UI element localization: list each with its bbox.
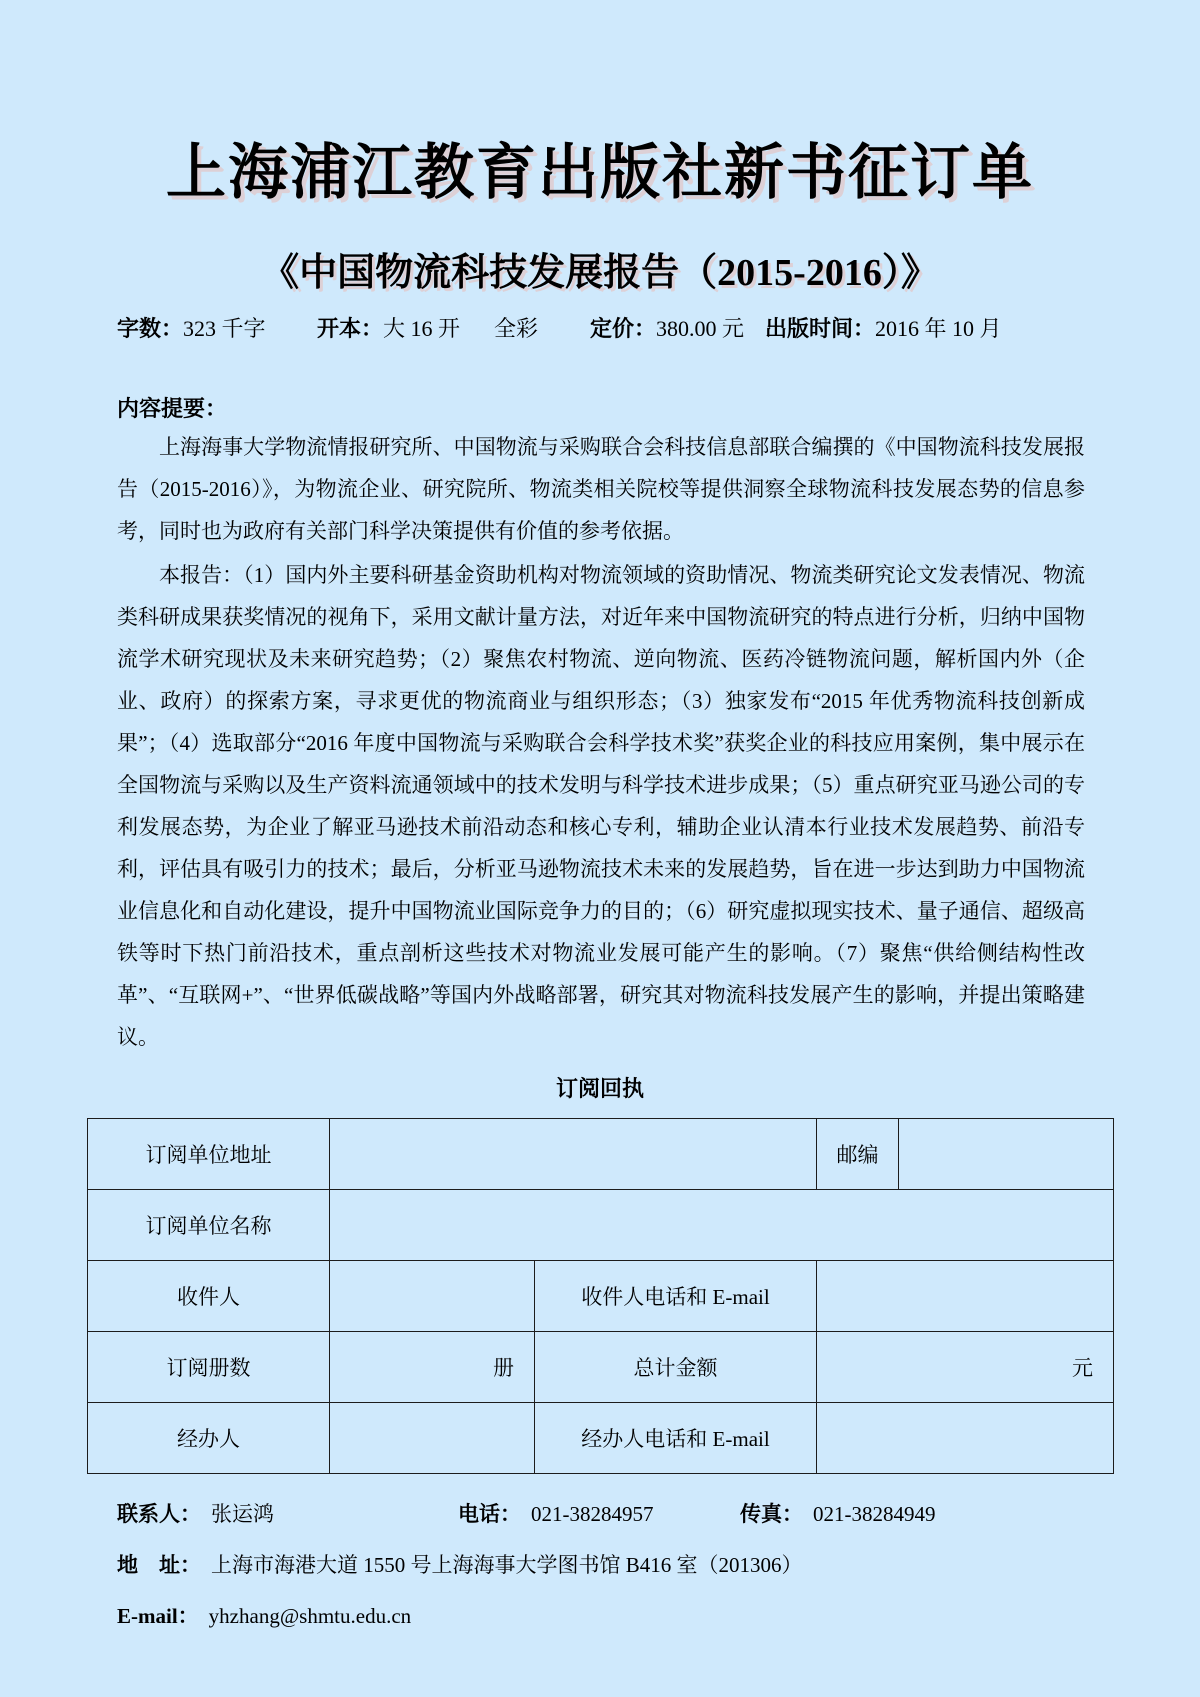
subscription-receipt-table [87, 1118, 1114, 1474]
contact-fax-label: 传真： [740, 1502, 803, 1526]
handler-input-cell[interactable] [330, 1402, 535, 1473]
table-row-handler [88, 1402, 1114, 1473]
contact-line-1 [117, 1500, 1085, 1529]
summary-heading: 内容提要： [117, 395, 228, 421]
book-subtitle: 《中国物流科技发展报告（2015-2016）》 [261, 252, 939, 294]
meta-wordcount [117, 314, 317, 344]
handler-label-cell: 经办人 [88, 1402, 330, 1473]
address-input-cell[interactable] [330, 1118, 817, 1189]
meta-pubdate [765, 314, 1002, 344]
handler-contact-input-cell[interactable] [817, 1402, 1114, 1473]
contact-block [117, 1500, 1085, 1630]
contact-fax-value: 021-38284949 [813, 1501, 936, 1526]
receipt-heading: 订阅回执 [555, 1075, 644, 1101]
contact-email-value: yhzhang@shmtu.edu.cn [208, 1603, 412, 1628]
handler-contact-label-cell: 经办人电话和 E-mail [535, 1402, 817, 1473]
page-title: 上海浦江教育出版社新书征订单 [166, 139, 1034, 206]
format-label: 开本： [317, 315, 384, 341]
table-row-org-name [88, 1189, 1114, 1260]
wordcount-value: 323 千字 [183, 315, 266, 341]
copies-input-cell[interactable]: 册 [330, 1331, 535, 1402]
pubdate-value: 2016 年 10 月 [875, 315, 1002, 341]
table-row-copies-total [88, 1331, 1114, 1402]
postcode-label-cell: 邮编 [817, 1118, 899, 1189]
org-name-input-cell[interactable] [330, 1189, 1114, 1260]
color-note: 全彩 [494, 315, 539, 341]
contact-person-label: 联系人： [117, 1502, 201, 1526]
summary-paragraph-2: 本报告：（1）国内外主要科研基金资助机构对物流领域的资助情况、物流类研究论文发表情况、物流类科研成果获奖情况的视角下，采用文献计量方法，对近年来中国物流研究的特点进行分析，归纳中国物流学术研究现状及未来研究趋势；（2）聚焦农村物流、逆向物流、医药冷链物流问题，解析国内外（企业、政府）的探索方案，寻求更优的物流商业与组织形态；（3）独家发布“2015 年优秀物流科技创新成果”；（4）选取部分“2016 年度中国物流与采购联合会科学技术奖”获奖企业的科技应用案例，集中展示在全国物流与采购以及生产资料流通领域中的技术发明与科学技术进步成果；（5）重点研究亚马逊公司的专利发展态势，为企业了解亚马逊技术前沿动态和核心专利，辅助企业认清本行业技术发展趋势、前沿专利，评估具有吸引力的技术；最后，分析亚马逊物流技术未来的发展趋势，旨在进一步达到助力中国物流业信息化和自动化建设，提升中国物流业国际竞争力的目的；（6）研究虚拟现实技术、量子通信、超级高铁等时下热门前沿技术，重点剖析这些技术对物流业发展可能产生的影响。（7）聚焦“供给侧结构性改革”、“互联网+”、“世界低碳战略”等国内外战略部署，研究其对物流科技发展产生的影响，并提出策略建议。 [117, 562, 1085, 1049]
summary-paragraph-1: 上海海事大学物流情报研究所、中国物流与采购联合会科技信息部联合编撰的《中国物流科技发展报告（2015-2016）》，为物流企业、研究院所、物流类相关院校等提供洞察全球物流科技发展态势的信息参考，同时也为政府有关部门科学决策提供有价值的参考依据。 [117, 434, 1085, 543]
contact-line-2 [117, 1551, 1085, 1580]
price-label: 定价： [590, 315, 657, 341]
table-row-address [88, 1118, 1114, 1189]
pubdate-label: 出版时间： [765, 315, 876, 341]
price-value: 380.00 元 [656, 315, 745, 341]
contact-phone [458, 1500, 740, 1529]
meta-format [317, 314, 590, 344]
recipient-label-cell: 收件人 [88, 1260, 330, 1331]
contact-address-label: 地 址： [117, 1553, 201, 1577]
copies-label-cell: 订阅册数 [88, 1331, 330, 1402]
total-input-cell[interactable]: 元 [817, 1331, 1114, 1402]
contact-person-value: 张运鸿 [211, 1501, 274, 1526]
contact-phone-label: 电话： [458, 1502, 521, 1526]
recipient-input-cell[interactable] [330, 1260, 535, 1331]
contact-fax [740, 1500, 936, 1529]
address-label-cell: 订阅单位地址 [88, 1118, 330, 1189]
contact-line-3 [117, 1602, 1085, 1630]
contact-email-label: E-mail： [117, 1603, 199, 1628]
wordcount-label: 字数： [117, 315, 184, 341]
recipient-contact-label-cell: 收件人电话和 E-mail [535, 1260, 817, 1331]
book-meta-line [117, 314, 1085, 344]
postcode-input-cell[interactable] [899, 1118, 1114, 1189]
meta-price [590, 314, 765, 344]
table-row-recipient [88, 1260, 1114, 1331]
contact-address-value: 上海市海港大道 1550 号上海海事大学图书馆 B416 室（201306） [211, 1552, 803, 1577]
contact-phone-value: 021-38284957 [531, 1501, 654, 1526]
total-label-cell: 总计金额 [535, 1331, 817, 1402]
org-name-label-cell: 订阅单位名称 [88, 1189, 330, 1260]
recipient-contact-input-cell[interactable] [817, 1260, 1114, 1331]
format-value: 大 16 开 [383, 315, 461, 341]
contact-person [117, 1500, 458, 1529]
